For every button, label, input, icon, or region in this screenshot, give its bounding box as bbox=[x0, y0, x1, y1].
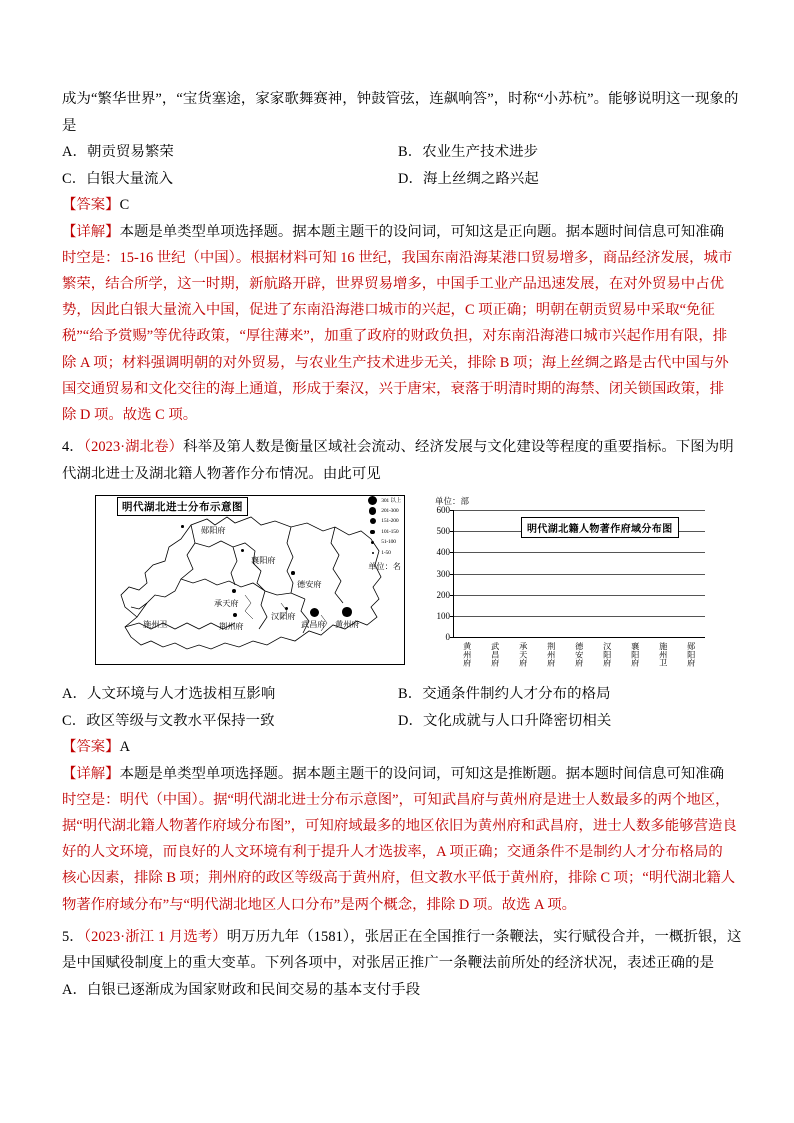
question-5-option-a[interactable]: A．白银已逐渐成为国家财政和民间交易的基本支付手段 bbox=[62, 981, 421, 998]
explanation-line: 繁荣，结合所学，这一时期，新航路开辟，世界贸易增多，中国手工业产品迅速发展，在对外贸易中占优 bbox=[62, 275, 724, 292]
answer-label: 【答案】 bbox=[62, 197, 120, 213]
legend-item: 1-50 bbox=[367, 548, 401, 559]
x-label: 施州卫 bbox=[658, 642, 668, 667]
explanation-line: 税”“给予赏赐”等优待政策，“厚往薄来”，加重了政府的财政负担，对东南沿海港口城市兴起作用有限，排 bbox=[62, 328, 728, 345]
question-4-stem-line-2: 代湖北进士及湖北籍人物著作分布情况。由此可见 bbox=[62, 465, 381, 482]
x-label: 德安府 bbox=[574, 642, 584, 667]
figures-row bbox=[62, 495, 737, 675]
map-label-shizhouwei: 施州卫 bbox=[143, 620, 168, 630]
map-unit-label: 单位：名 bbox=[368, 562, 401, 572]
legend-item: 301 以上 bbox=[367, 495, 401, 506]
option-a[interactable]: A．人文环境与人才选拔相互影响 bbox=[62, 686, 276, 703]
explanation-line: 好的人文环境，而良好的人文环境有利于提升人才选拔率，A 项正确；交通条件不是制约人才分布格局的 bbox=[62, 844, 723, 861]
legend-item: 101-150 bbox=[367, 527, 401, 538]
legend-dot-icon bbox=[367, 507, 381, 515]
explanation-line: 物著作府域分布”与“明代湖北地区人口分布”是两个概念，排除 D 项。故选 A 项。 bbox=[62, 896, 577, 913]
x-label: 黄州府 bbox=[462, 642, 472, 667]
question-3-answer bbox=[62, 192, 737, 219]
map-label-xiangyangfu: 襄阳府 bbox=[251, 556, 276, 566]
chart-x-labels bbox=[453, 642, 705, 667]
option-d[interactable]: D．海上丝绸之路兴起 bbox=[398, 170, 539, 187]
explanation-line: 势，因此白银大量流入中国，促进了东南沿海港口城市的兴起，C 项正确；明朝在朝贡贸易中采取“免征 bbox=[62, 302, 715, 319]
legend-item: 51-100 bbox=[367, 537, 401, 548]
answer-value: C bbox=[119, 197, 130, 213]
question-4-explanation bbox=[62, 761, 737, 918]
stem-line: 成为“繁华世界”，“宝货塞途，家家歌舞赛神，钟鼓管弦，连飙响答”，时称“小苏杭”。能够说明这一现象的 bbox=[62, 91, 739, 107]
explanation-line: 【详解】本题是单类型单项选择题。据本题主题干的设问词，可知这是推断题。据本题时间信息可知准确 bbox=[62, 765, 724, 782]
legend-item: 201-300 bbox=[367, 506, 401, 517]
x-label: 承天府 bbox=[518, 642, 528, 667]
y-tick-label: 600 bbox=[436, 505, 450, 516]
map-label-deanfu: 德安府 bbox=[297, 580, 322, 590]
explanation-line: 时空是：15-16 世纪（中国）。根据材料可知 16 世纪，我国东南沿海某港口贸易增多，商品经济发展，城市 bbox=[62, 249, 733, 266]
map-title: 明代湖北进士分布示意图 bbox=[117, 497, 248, 516]
option-c[interactable]: C．政区等级与文教水平保持一致 bbox=[62, 712, 275, 729]
y-tick-label: 200 bbox=[436, 589, 450, 600]
option-d[interactable]: D．文化成就与人口升降密切相关 bbox=[398, 712, 612, 729]
map-label-chengtianfu: 承天府 bbox=[214, 599, 239, 609]
legend-dot-icon bbox=[367, 496, 381, 505]
map-figure bbox=[95, 495, 405, 665]
map-label-huangzhoufu: 黄州府 bbox=[335, 620, 360, 630]
explanation-label: 【详解】 bbox=[62, 765, 120, 782]
map-dot-yunyangfu bbox=[181, 525, 184, 528]
x-label: 汉阳府 bbox=[602, 642, 612, 667]
chart-title: 明代湖北籍人物著作府域分布图 bbox=[521, 517, 679, 538]
explanation-line: 【详解】本题是单类型单项选择题。据本题主题干的设问词，可知这是正向题。据本题时间信息可知准确 bbox=[62, 223, 724, 240]
hubei-province-outline bbox=[95, 495, 405, 665]
question-5-stem-line-2: 是中国赋役制度上的重大变革。下列各项中，对张居正推广一条鞭法前所处的经济状况，表述正确的是 bbox=[62, 955, 715, 972]
option-c[interactable]: C．白银大量流入 bbox=[62, 170, 174, 187]
y-tick-label: 400 bbox=[436, 547, 450, 558]
answer-value: A bbox=[119, 739, 130, 756]
bar-chart-figure bbox=[417, 495, 717, 675]
explanation-line: 国交通贸易和文化交往的海上通道，形成于秦汉，兴于唐宋，衰落于明清时期的海禁、闭关锁国政策，排 bbox=[62, 380, 724, 397]
stem-line: 是 bbox=[62, 117, 77, 134]
question-3-stem bbox=[62, 86, 737, 139]
explanation-line: 核心因素，排除 B 项；荆州府的政区等级高于黄州府，但文教水平低于黄州府，排除 C 项；“明代湖北籍人 bbox=[62, 870, 736, 887]
legend-dot-icon bbox=[367, 552, 381, 554]
question-source: （2023·浙江 1 月选考） bbox=[83, 928, 227, 945]
chart-unit-label: 单位：部 bbox=[435, 496, 470, 507]
x-label: 武昌府 bbox=[490, 642, 500, 667]
option-b[interactable]: B．农业生产技术进步 bbox=[398, 144, 539, 160]
x-label: 襄阳府 bbox=[630, 642, 640, 667]
x-label: 荆州府 bbox=[546, 642, 556, 667]
x-label: 郧阳府 bbox=[686, 642, 696, 667]
answer-label: 【答案】 bbox=[62, 739, 120, 756]
explanation-line: 据“明代湖北籍人物著作府域分布图”，可知府域最多的地区依旧为黄州府和武昌府，进士人数多能够营造良 bbox=[62, 818, 737, 835]
explanation-line: 除 A 项；材料强调明朝的对外贸易，与农业生产技术进步无关，排除 B 项；海上丝绸之路是古代中国与外 bbox=[62, 354, 729, 371]
question-number: 4． bbox=[62, 439, 84, 456]
question-4-options-row-1 bbox=[62, 681, 737, 708]
question-number: 5． bbox=[62, 928, 84, 945]
question-3-options-row-1 bbox=[62, 139, 737, 166]
question-3-options-row-2 bbox=[62, 166, 737, 193]
explanation-label: 【详解】 bbox=[62, 223, 120, 240]
y-tick-label: 0 bbox=[445, 632, 450, 643]
question-3-explanation bbox=[62, 219, 737, 429]
map-legend bbox=[367, 495, 401, 572]
legend-item: 151-200 bbox=[367, 516, 401, 527]
question-source: （2023·湖北卷） bbox=[83, 439, 184, 456]
option-b[interactable]: B．交通条件制约人才分布的格局 bbox=[398, 686, 611, 703]
map-dot-huangzhoufu bbox=[342, 607, 352, 617]
explanation-line: 时空是：明代（中国）。据“明代湖北进士分布示意图”，可知武昌府与黄州府是进士人数最多的两个地区， bbox=[62, 791, 730, 808]
legend-dot-icon bbox=[367, 518, 381, 524]
y-tick-label: 100 bbox=[436, 610, 450, 621]
map-label-wuchangfu: 武昌府 bbox=[301, 620, 326, 630]
map-label-jingzhoufu: 荆州府 bbox=[219, 622, 244, 632]
explanation-line: 除 D 项。故选 C 项。 bbox=[62, 406, 198, 423]
question-4-options-row-2 bbox=[62, 708, 737, 735]
question-4-stem-line-1: 4．（2023·湖北卷）科举及第人数是衡量区域社会流动、经济发展与文化建设等程度的重要指标。下图为明 bbox=[62, 439, 734, 456]
legend-dot-icon bbox=[367, 541, 381, 544]
map-label-hanyangfu: 汉阳府 bbox=[271, 612, 296, 622]
y-tick-label: 500 bbox=[436, 526, 450, 537]
map-label-yunyangfu: 郧阳府 bbox=[201, 526, 226, 536]
question-5-stem-line-1: 5．（2023·浙江 1 月选考）明万历九年（1581），张居正在全国推行一条鞭法，实行赋役合并，一概折银，这 bbox=[62, 928, 742, 945]
map-dot-deanfu bbox=[291, 571, 295, 575]
question-4-answer bbox=[62, 734, 737, 761]
legend-dot-icon bbox=[367, 530, 381, 535]
y-tick-label: 300 bbox=[436, 568, 450, 579]
option-a[interactable]: A．朝贡贸易繁荣 bbox=[62, 144, 174, 160]
